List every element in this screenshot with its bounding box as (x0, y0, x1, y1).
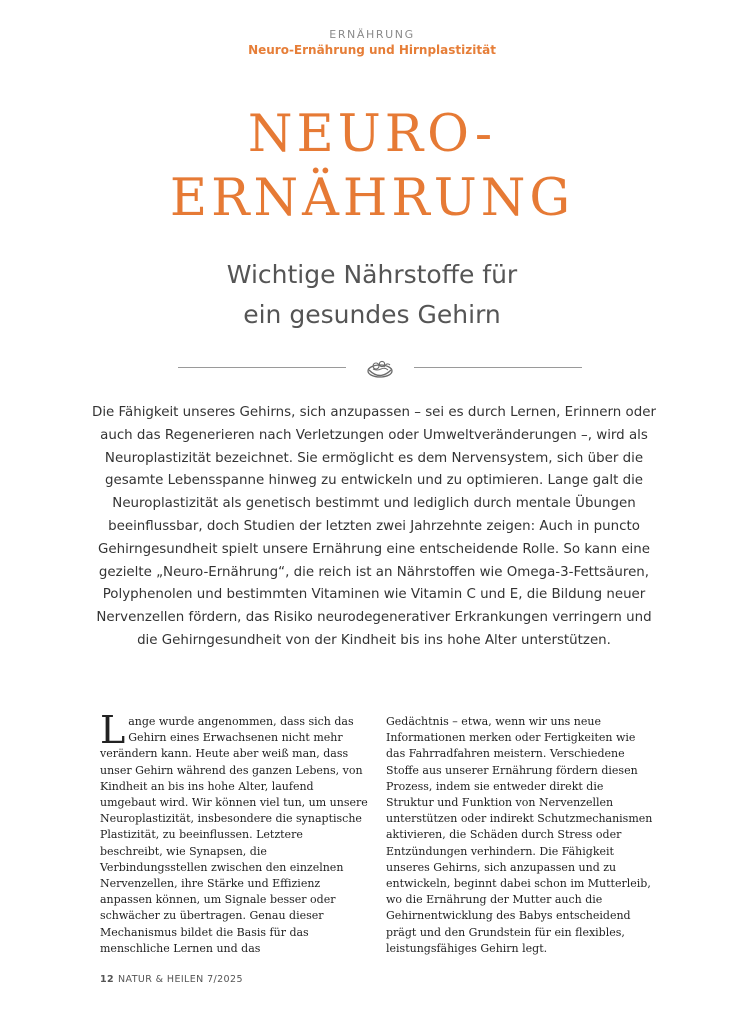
article-title-line-1: NEURO- (247, 105, 497, 164)
publication-name: NATUR & HEILEN 7/2025 (118, 974, 243, 985)
body-column-left-text: ange wurde angenommen, dass sich das Gehirn eines Erwachsenen nicht mehr verändern kann. Heute aber weiß man, dass unser Gehirn während des ganzen Lebens, von Kindheit an bis ins hohe Alter, laufend umgebaut wird. Wir können viel tun, um unsere Neuroplastizität, insbesondere die synaptische Plastizität, zu beeinflussen. Letztere beschreibt, wie Synapsen, die Verbindungsstellen zwischen den einzelnen Nervenzellen, ihre Stärke und Effizienz anpassen können, um Signale besser oder schwächer zu übertragen. Genau dieser Mechanismus bildet die Basis für das menschliche Lernen und das (100, 715, 368, 955)
body-column-right: Gedächtnis – etwa, wenn wir uns neue Informationen merken oder Fertigkeiten wie das Fahrradfahren meistern. Verschiedene Stoffe aus unserer Ernährung fördern diesen Prozess, indem sie entweder direkt die Struktur und Funktion von Nervenzellen unterstützen oder indirekt Schutzmechanismen aktivieren, die Schäden durch Stress oder Entzündungen verhindern. Die Fähigkeit unseres Gehirns, sich anzupassen und zu entwickeln, beginnt dabei schon im Mutterleib, wo die Ernährung der Mutter auch die Gehirnentwicklung des Babys entscheidend prägt und den Grundstein für ein flexibles, leistungsfähiges Gehirn legt. (386, 715, 653, 955)
article-subtitle (0, 255, 744, 335)
food-bowl-icon (365, 355, 395, 381)
section-kicker: ERNÄHRUNG (329, 28, 415, 41)
article-subtitle-line-2: ein gesundes Gehirn (243, 300, 501, 329)
body-column-left (100, 708, 368, 957)
page-number: 12 (100, 974, 115, 985)
divider-left (178, 367, 346, 368)
lead-paragraph: Die Fähigkeit unseres Gehirns, sich anzupassen – sei es durch Lernen, Erinnern oder auch das Regenerieren nach Verletzungen oder Umweltveränderungen –, wird als Neuroplastizität bezeichnet. Sie ermöglicht es dem Nervensystem, sich über die gesamte Lebensspanne hinweg zu entwickeln und zu optimieren. Lange galt die Neuroplastizität als genetisch bestimmt und lediglich durch mentale Übungen beeinflussbar, doch Studien der letzten zwei Jahrzehnte zeigen: Auch in puncto Gehirngesundheit spielt unsere Ernährung eine entscheidende Rolle. So kann eine gezielte „Neuro-Ernährung“, die reich ist an Nährstoffen wie Omega-3-Fettsäuren, Polyphenolen und bestimmten Vitaminen wie Vitamin C und E, die Bildung neuer Nervenzellen fördern, das Risiko neurodegenerativer Erkrankungen verringern und die Gehirngesundheit von der Kindheit bis ins hohe Alter unterstützen. (92, 405, 656, 648)
article-title (0, 103, 744, 231)
divider-right (414, 367, 582, 368)
drop-cap: L (100, 708, 126, 752)
page-footer (100, 974, 243, 985)
article-title-line-2: ERNÄHRUNG (169, 169, 575, 228)
article-subtitle-line-1: Wichtige Nährstoffe für (226, 260, 518, 289)
section-subtitle: Neuro-Ernährung und Hirnplastizität (248, 43, 496, 57)
